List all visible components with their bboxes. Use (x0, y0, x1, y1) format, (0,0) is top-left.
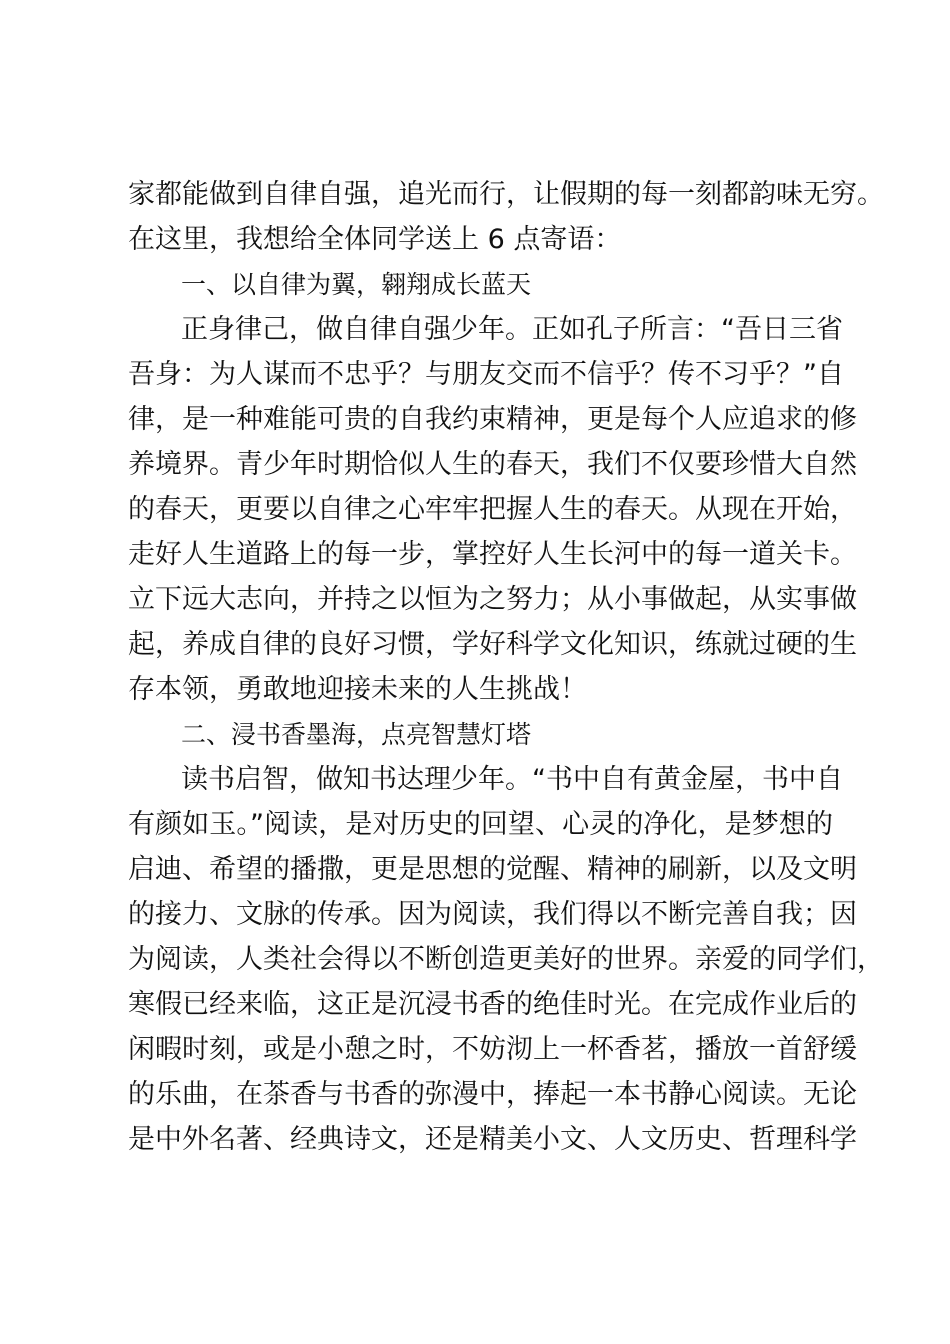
body-line: 走好人生道路上的每一步，掌控好人生长河中的每一道关卡。 (128, 539, 857, 570)
body-line: 闲暇时刻，或是小憩之时，不妨沏上一杯香茗，播放一首舒缓 (128, 1034, 857, 1065)
body-line: 为阅读，人类社会得以不断创造更美好的世界。亲爱的同学们， (128, 944, 884, 975)
body-line: 正身律己，做自律自强少年。正如孔子所言：“吾日三省 (181, 314, 843, 345)
section-heading: 一、以自律为翼，翱翔成长蓝天 (181, 270, 532, 299)
body-line: 存本领，勇敢地迎接未来的人生挑战！ (128, 674, 587, 705)
body-line: 律，是一种难能可贵的自我约束精神，更是每个人应追求的修 (128, 404, 857, 435)
section-heading: 二、浸书香墨海，点亮智慧灯塔 (181, 720, 532, 749)
body-line: 读书启智，做知书达理少年。“书中自有黄金屋，书中自 (181, 764, 843, 795)
body-line: 家都能做到自律自强，追光而行，让假期的每一刻都韵味无穷。 (128, 179, 884, 210)
body-line: 吾身：为人谋而不忠乎？与朋友交而不信乎？传不习乎？”自 (128, 359, 844, 390)
body-line: 有颜如玉。”阅读，是对历史的回望、心灵的净化，是梦想的 (128, 809, 833, 840)
body-line: 的接力、文脉的传承。因为阅读，我们得以不断完善自我；因 (128, 899, 857, 930)
body-line: 立下远大志向，并持之以恒为之努力；从小事做起，从实事做 (128, 584, 857, 615)
body-line: 的春天，更要以自律之心牢牢把握人生的春天。从现在开始， (128, 494, 857, 525)
body-line: 起，养成自律的良好习惯，学好科学文化知识，练就过硬的生 (128, 629, 857, 660)
body-line: 在这里，我想给全体同学送上 6 点寄语： (128, 224, 622, 255)
body-line: 启迪、希望的播撒，更是思想的觉醒、精神的刷新，以及文明 (128, 854, 857, 885)
body-line: 寒假已经来临，这正是沉浸书香的绝佳时光。在完成作业后的 (128, 989, 857, 1020)
body-line: 是中外名著、经典诗文，还是精美小文、人文历史、哲理科学 (128, 1124, 857, 1155)
body-line: 养境界。青少年时期恰似人生的春天，我们不仅要珍惜大自然 (128, 449, 857, 480)
body-line: 的乐曲，在茶香与书香的弥漫中，捧起一本书静心阅读。无论 (128, 1079, 857, 1110)
